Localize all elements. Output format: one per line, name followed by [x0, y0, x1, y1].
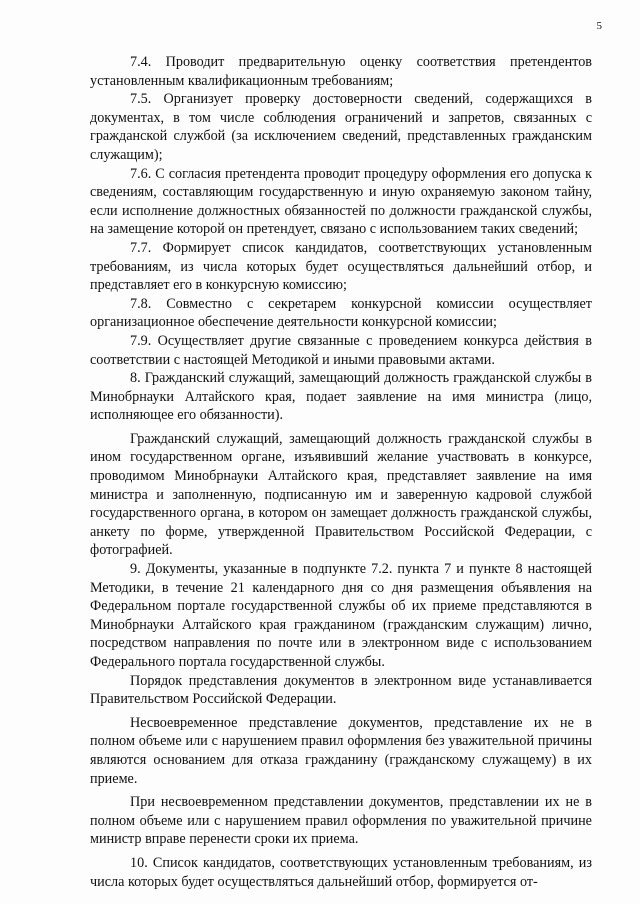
paragraph-8-other-organ: Гражданский служащий, замещающий должность гражданской службы в ином государственном органе, изъявивший желание участвовать в конкурсе, проводимом Минобрнауки Алтайского края, представляет заявление на имя министра и заполненную, подписанную им и заверенную кадровой службой государственного органа, в котором он замещает должность гражданской службы, анкету по форме, утвержденной Правительством Российской Федерации, с фотографией.: [90, 430, 592, 559]
page-number: 5: [596, 20, 602, 32]
paragraph-9-valid-reason: При несвоевременном представлении документов, представлении их не в полном объеме или с нарушением правил оформления по уважительной причине министр вправе перенести сроки их приема.: [90, 794, 592, 848]
paragraph-8: 8. Гражданский служащий, замещающий должность гражданской службы в Минобрнауки Алтайского края, подает заявление на имя министра (лицо, исполняющее его обязанности).: [90, 370, 592, 424]
paragraph-9-electronic-order: Порядок представления документов в электронном виде устанавливается Правительством Российской Федерации.: [90, 672, 592, 708]
paragraph-7-6: 7.6. С согласия претендента проводит процедуру оформления его допуска к сведениям, составляющим государственную и иную охраняемую законом тайну, если исполнение должностных обязанностей по должности гражданской службы, на замещение которой он претендует, связано с использованием таких сведений;: [90, 165, 592, 238]
paragraph-10: 10. Список кандидатов, соответствующих установленным требованиям, из числа которых будет осуществляться дальнейший отбор, формируется от-: [90, 854, 592, 890]
paragraph-9: 9. Документы, указанные в подпункте 7.2. пункта 7 и пункте 8 настоящей Методики, в течение 21 календарного дня со дня размещения объявления на Федеральном портале государственной службы об их приеме представляются в Минобрнауки Алтайского края гражданином (гражданским служащим) лично, посредством направления по почте или в электронном виде с использованием Федерального портала государственной службы.: [90, 561, 592, 670]
paragraph-9-late-submission: Несвоевременное представление документов, представление их не в полном объеме или с нарушением правил оформления без уважительной причины являются основанием для отказа гражданину (гражданскому служащему) в их приеме.: [90, 714, 592, 787]
paragraph-7-9: 7.9. Осуществляет другие связанные с проведением конкурса действия в соответствии с настоящей Методикой и иными правовыми актами.: [90, 332, 592, 368]
document-body: [90, 53, 592, 891]
paragraph-7-4: 7.4. Проводит предварительную оценку соответствия претендентов установленным квалификационным требованиям;: [90, 54, 592, 89]
paragraph-7-8: 7.8. Совместно с секретарем конкурсной комиссии осуществляет организационное обеспечение деятельности конкурсной комиссии;: [90, 295, 592, 331]
paragraph-7-7: 7.7. Формирует список кандидатов, соответствующих установленным требованиям, из числа которых будет осуществляться дальнейший отбор, и представляет его в конкурсную комиссию;: [90, 239, 592, 294]
paragraph-7-5: 7.5. Организует проверку достоверности сведений, содержащихся в документах, в том числе соблюдения ограничений и запретов, связанных с гражданской службой (за исключением сведений, представленных гражданским служащим);: [90, 91, 592, 163]
